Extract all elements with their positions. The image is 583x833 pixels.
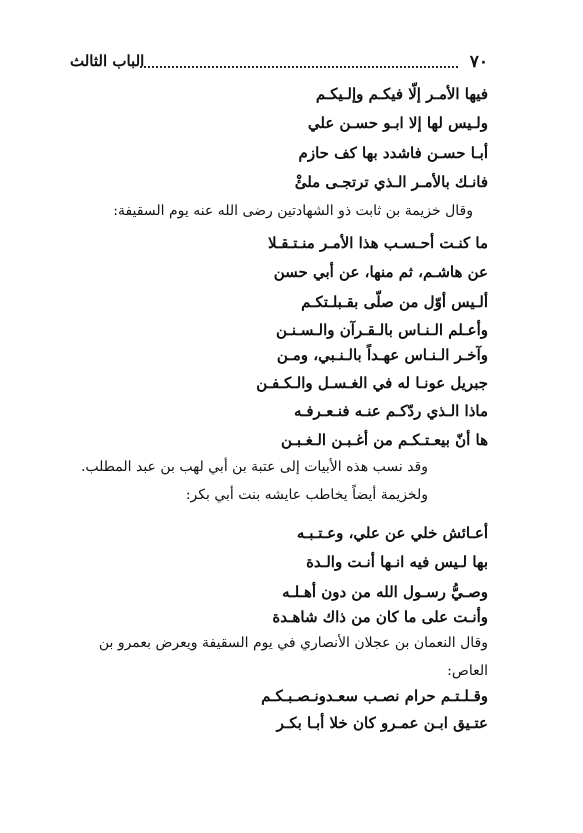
prose-line: وقال خزيمة بن ثابت ذو الشهادتين رضى الله عنه يوم السقيفة: [113,203,473,219]
verse-line: ماذا الـذي ردّكـم عنـه فنـعـرفـه [293,402,488,420]
verse-line: عن هاشـم، ثم منها، عن أبي حسن [273,263,488,281]
verse-line: أبـا حسـن فاشدد بها كف حازم [298,144,488,162]
verse-line: أعـائش خلي عن علي، وعـتـبـه [296,524,488,542]
verse-line: فيها الأمـر إلّا فيكـم وإلـيكـم [315,85,488,103]
verse-line: وصـيُّ رسـول الله من دون أهـلـه [282,583,488,601]
page-number: ٧٠ [469,52,488,72]
verse-line: ها أنّ بيعـتـكـم من أغـبـن الـغـبـن [281,431,488,449]
prose-line: العاص: [447,663,488,679]
prose-line: وقد نسب هذه الأبيات إلى عتبة بن أبي لهب بن عبد المطلب. [80,459,428,475]
verse-line: ألـيس أوّل من صلّى بقـبلـتكـم [301,293,488,311]
verse-line: ما كنـت أحـسـب هذا الأمـر منـتـقـلا [267,234,488,252]
verse-line: بها لـيس فيه انـها أنـت والـدة [306,553,488,571]
verse-line: وقـلـتـم حرام نصـب سعـدونـصـبـكـم [261,687,488,705]
page-header [70,52,488,74]
verse-line: وآخـر الـنـاس عهـداً بالـنـبي، ومـن [276,346,488,364]
verse-line: وأنـت على ما كان من ذاك شاهـدة [272,608,488,626]
verse-line: عتـيق ابـن عمـرو كان خلا أبـا بكـر [276,714,488,732]
verse-line: ولـيس لها إلا ابـو حسـن علي [307,114,488,132]
header-dotted-leader [140,66,458,68]
verse-line: فانـك بالأمـر الـذي ترتجـى ملئْ [294,173,488,191]
verse-line: وأعـلم الـنـاس بالـقـرآن والـسـنـن [276,321,488,339]
prose-line: وقال النعمان بن عجلان الأنصاري في يوم السقيفة ويعرض بعمرو بن [98,635,488,651]
verse-line: جبريل عونـا له في الغـسـل والـكـفـن [256,374,488,392]
chapter-title: الباب الثالث [70,52,145,70]
prose-line: ولخزيمة أيضاً يخاطب عايشه بنت أبي بكر: [185,487,428,503]
